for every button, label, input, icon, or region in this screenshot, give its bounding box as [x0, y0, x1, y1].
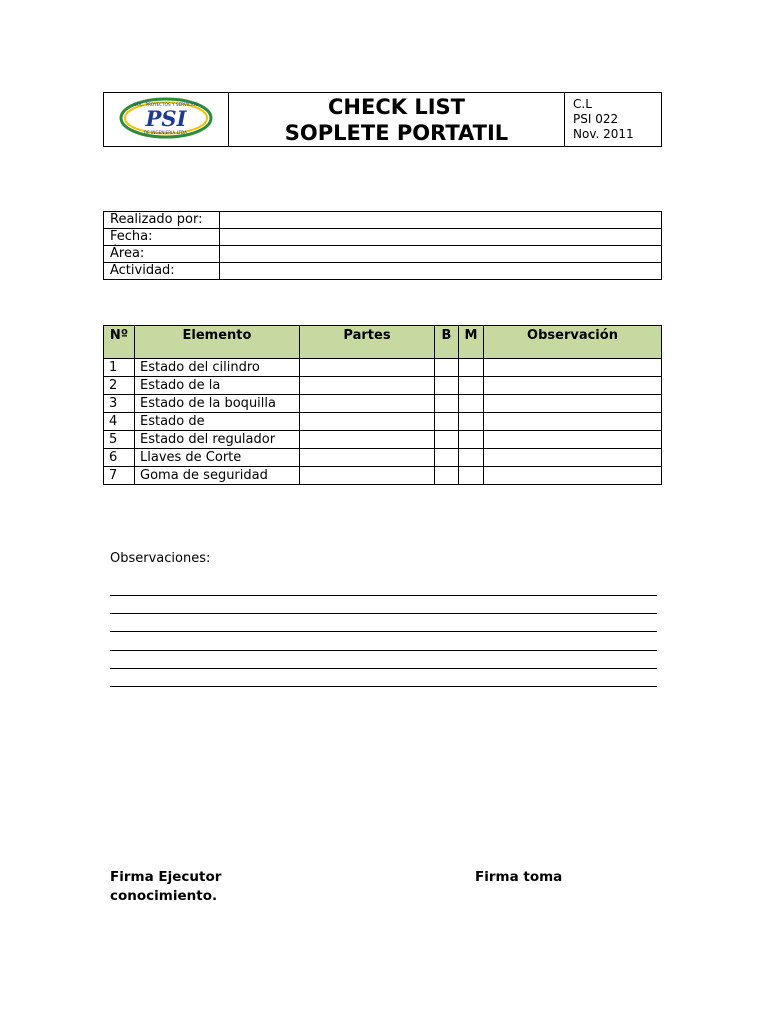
table-row: [104, 449, 662, 467]
row-observacion[interactable]: [484, 449, 662, 467]
row-partes[interactable]: [300, 413, 435, 431]
row-elemento: Goma de seguridad: [135, 467, 300, 485]
table-row: [104, 359, 662, 377]
code-cell: [565, 93, 662, 147]
row-partes[interactable]: [300, 449, 435, 467]
col-header-elemento: Elemento: [135, 326, 300, 359]
row-b[interactable]: [435, 467, 459, 485]
table-row: [104, 395, 662, 413]
row-m[interactable]: [459, 395, 484, 413]
col-header-b: B: [435, 326, 459, 359]
info-value-area[interactable]: [220, 246, 662, 263]
row-number: 6: [104, 449, 135, 467]
info-label: Actividad:: [104, 263, 220, 280]
row-number: 7: [104, 467, 135, 485]
logo-text: PSI: [145, 105, 187, 131]
title-line-2: SOPLETE PORTATIL: [284, 120, 509, 145]
observaciones-line[interactable]: [110, 595, 657, 596]
logo-ring-text-bottom: DE INGENIERIA LTDA.: [143, 129, 189, 135]
row-partes[interactable]: [300, 395, 435, 413]
info-value-actividad[interactable]: [220, 263, 662, 280]
signature-left-line-1: Firma Ejecutor: [110, 869, 222, 885]
row-m[interactable]: [459, 377, 484, 395]
row-number: 4: [104, 413, 135, 431]
info-label: Fecha:: [104, 229, 220, 246]
observaciones-line[interactable]: [110, 631, 657, 632]
row-m[interactable]: [459, 413, 484, 431]
info-row: [104, 212, 662, 229]
info-row: [104, 246, 662, 263]
observaciones-line[interactable]: [110, 650, 657, 651]
info-label: Realizado por:: [104, 212, 220, 229]
row-observacion[interactable]: [484, 359, 662, 377]
row-observacion[interactable]: [484, 431, 662, 449]
info-value-realizado[interactable]: [220, 212, 662, 229]
observaciones-line[interactable]: [110, 686, 657, 687]
table-row: [104, 413, 662, 431]
row-b[interactable]: [435, 359, 459, 377]
row-b[interactable]: [435, 449, 459, 467]
col-header-no: Nº: [104, 326, 135, 359]
col-header-partes: Partes: [300, 326, 435, 359]
signature-right: Firma toma: [475, 869, 563, 885]
row-observacion[interactable]: [484, 413, 662, 431]
table-row: [104, 377, 662, 395]
observaciones-label: Observaciones:: [110, 551, 211, 566]
row-b[interactable]: [435, 431, 459, 449]
checklist-table: [103, 325, 662, 485]
row-m[interactable]: [459, 449, 484, 467]
info-row: [104, 263, 662, 280]
row-elemento: Estado de la boquilla: [135, 395, 300, 413]
info-row: [104, 229, 662, 246]
signature-left-line-2: conocimiento.: [110, 888, 218, 904]
table-row: [104, 431, 662, 449]
row-m[interactable]: [459, 359, 484, 377]
info-table: [103, 211, 662, 280]
row-b[interactable]: [435, 395, 459, 413]
observaciones-line[interactable]: [110, 613, 657, 614]
title-cell: [229, 93, 565, 147]
row-b[interactable]: [435, 377, 459, 395]
row-number: 5: [104, 431, 135, 449]
row-m[interactable]: [459, 431, 484, 449]
row-number: 3: [104, 395, 135, 413]
row-elemento: Estado de la: [135, 377, 300, 395]
row-partes[interactable]: [300, 377, 435, 395]
row-number: 1: [104, 359, 135, 377]
code-line-2: PSI 022: [573, 112, 619, 126]
row-partes[interactable]: [300, 359, 435, 377]
row-m[interactable]: [459, 467, 484, 485]
row-observacion[interactable]: [484, 467, 662, 485]
row-b[interactable]: [435, 413, 459, 431]
row-observacion[interactable]: [484, 395, 662, 413]
row-elemento: Estado de: [135, 413, 300, 431]
row-partes[interactable]: [300, 467, 435, 485]
title-line-1: CHECK LIST: [328, 94, 465, 119]
info-label: Área:: [104, 246, 220, 263]
col-header-observacion: Observación: [484, 326, 662, 359]
checklist-header-row: [104, 326, 662, 359]
table-row: [104, 467, 662, 485]
code-line-1: C.L: [573, 97, 592, 111]
code-line-3: Nov. 2011: [573, 127, 634, 141]
row-number: 2: [104, 377, 135, 395]
logo-cell: [104, 93, 229, 147]
row-elemento: Llaves de Corte: [135, 449, 300, 467]
document-header: [103, 92, 662, 147]
row-partes[interactable]: [300, 431, 435, 449]
signature-left: [110, 868, 221, 906]
row-elemento: Estado del cilindro: [135, 359, 300, 377]
info-value-fecha[interactable]: [220, 229, 662, 246]
observaciones-line[interactable]: [110, 668, 657, 669]
row-elemento: Estado del regulador: [135, 431, 300, 449]
col-header-m: M: [459, 326, 484, 359]
row-observacion[interactable]: [484, 377, 662, 395]
psi-logo: [118, 96, 214, 140]
logo-ring-text-top: SOC. PROYECTOS Y SERVICIOS: [133, 101, 199, 107]
